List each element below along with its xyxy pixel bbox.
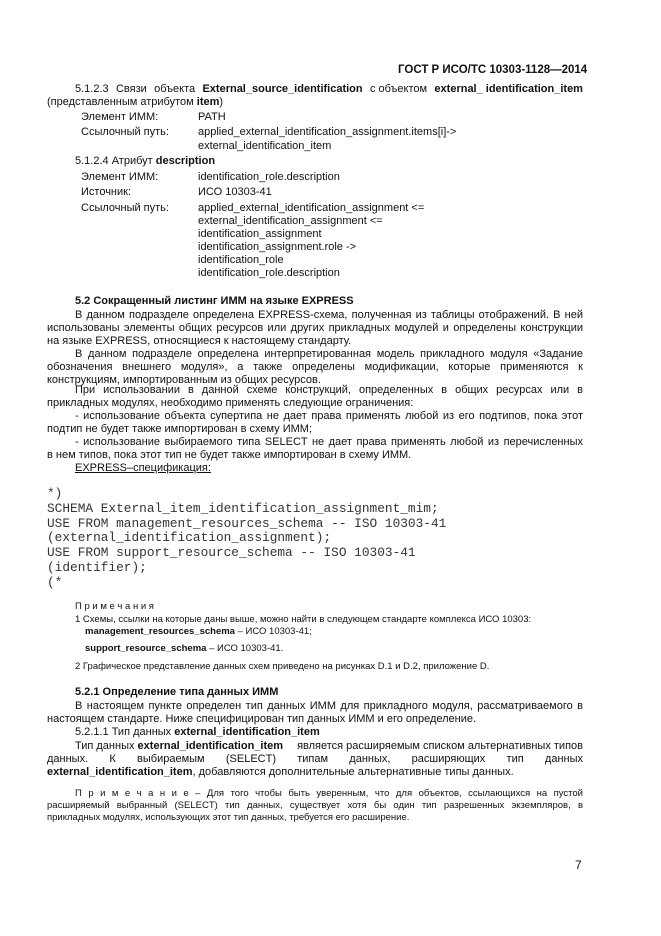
word: с объектом [369,83,428,95]
page-number: 7 [575,858,582,872]
section-5-2-1-1-heading [75,726,320,739]
path-line: identification_assignment.role -> [198,241,357,253]
paragraph-line: обозначения внешнего модуля», а также определены модификации, которые применяются к [47,361,583,373]
section-5-2-heading: 5.2 Сокращенный листинг ИММ на языке EXPRESS [75,295,354,307]
paragraph-line: на языке EXPRESS, относящиеся к настоящему стандарту. [47,335,352,347]
word: Связи [115,83,147,95]
word: объекта [154,83,196,95]
text: (представленным атрибутом [47,96,197,108]
paragraph-line: При использовании в данной схеме конструкций, определенных в общих ресурсах или в [75,384,583,396]
type-name: external_identification_item [137,740,284,752]
type-name: external_identification_item [174,726,320,738]
text: – ИСО 10303-41. [206,643,284,654]
source-value: ИСО 10303-41 [198,186,272,198]
code-line: (* [47,575,63,590]
paragraph-line: настоящем стандарте. Ниже специфицирован тип данных ИММ и его определение. [47,713,477,725]
paragraph-line [75,740,583,753]
paragraph-line: использованы элементы общих ресурсов или других прикладных модулей и определены конструкции [47,322,583,334]
path-label: Ссылочный путь: [81,126,169,138]
text: является расширяемым списком альтернативных типов [297,740,583,752]
path-label: Ссылочный путь: [81,202,169,214]
paragraph-line: прикладных модулях, необходимо применять следующие ограничения: [47,397,414,409]
schema-name: management_resources_schema [85,626,235,637]
paragraph-line: В настоящем пункте определен тип данных ИММ для прикладного модуля, рассматриваемого в [75,700,583,712]
code-line: (external_identification_assignment); [47,530,332,545]
paragraph-line: данных. К выбираемым (SELECT) типам данных, расширяющих тип данных [47,753,583,765]
list-item: - использование выбираемого типа SELECT не дает права применять любой из перечисленных [75,436,583,448]
notes-title: П р и м е ч а н и я [75,601,154,612]
element-value: PATH [198,111,226,123]
code-line: USE FROM support_resource_schema -- ISO 10303-41 [47,545,416,560]
source-label: Источник: [81,186,132,198]
note-1: 1 Схемы, ссылки на которые даны выше, можно найти в следующем стандарте комплекса ИСО 10303: [75,614,532,625]
path-line: identification_role [198,254,284,266]
element-label: Элемент ИММ: [81,171,159,183]
document-code: ГОСТ Р ИСО/ТС 10303-1128—2014 [398,64,588,76]
path-line: applied_external_identification_assignment.items[i]-> [198,126,457,138]
paragraph-line: В данном подразделе определена EXPRESS-схема, полученная из таблицы отображений. В ней [75,309,583,321]
text [75,740,283,753]
path-line: identification_role.description [198,267,340,279]
attr-name: description [155,155,216,167]
text: , добавляются дополнительные альтернативные типы данных. [192,766,514,778]
target-name: external_ identification_item [434,83,583,95]
element-label: Элемент ИММ: [81,111,159,123]
path-line: applied_external_identification_assignment <= [198,202,425,214]
type-name: external_identification_item [47,766,193,778]
text: 5.2.1.1 Тип данных [75,726,175,738]
text: Тип данных [75,740,138,752]
note-1-item [85,643,283,655]
section-5-1-2-4-heading [75,155,215,168]
text: ) [219,96,224,108]
paragraph-line: конструкциям, импортированным из общих ресурсов. [47,374,321,386]
note-line: расширяемый выбранный (SELECT) тип данных, существует хотя бы один тип разрешенных экземпляров, в [47,800,583,811]
text: 5.1.2.4 Атрибут [75,155,156,167]
note-line: П р и м е ч а н и е – Для того чтобы быть уверенным, что для объектов, ссылающихся на пустой [75,788,583,799]
code-line: USE FROM management_resources_schema -- ISO 10303-41 [47,516,447,531]
path-line: external_identification_assignment <= [198,215,383,227]
section-5-1-2-3-heading [75,83,583,96]
section-number: 5.1.2.3 [75,83,109,95]
note-2: 2 Графическое представление данных схем приведено на рисунках D.1 и D.2, приложение D. [75,661,490,672]
text: – ИСО 10303-41; [234,626,312,637]
entity-name: External_source_identification [202,83,363,95]
path-line: identification_assignment [198,228,322,240]
paragraph-line [47,766,514,779]
path-line: external_identification_item [198,140,332,152]
list-item: - использование объекта супертипа не дает права применять любой из его подтипов, пока этот [75,410,583,422]
schema-name: support_resource_schema [85,643,207,654]
paragraph-line: В данном подразделе определена интерпретированная модель прикладного модуля «Задание [75,348,583,360]
section-5-1-2-3-tail [47,96,223,109]
express-spec-label: EXPRESS–спецификация: [75,462,211,474]
element-value: identification_role.description [198,171,340,183]
section-5-2-1-heading: 5.2.1 Определение типа данных ИММ [75,686,279,698]
note-line: прикладных модулях, использующих этот тип данных, требуется его расширение. [47,812,410,823]
list-item-cont: подтип не будет также импортирован в схему ИММ; [47,423,312,435]
attr-name: item [196,96,220,108]
note-1-item [85,626,312,638]
code-line: SCHEMA External_item_identification_assignment_mim; [47,501,439,516]
code-line: (identifier); [47,560,147,575]
code-line: *) [47,486,63,501]
list-item-cont: в нем типов, пока этот тип не будет также импортирован в схему ИММ. [47,449,412,461]
